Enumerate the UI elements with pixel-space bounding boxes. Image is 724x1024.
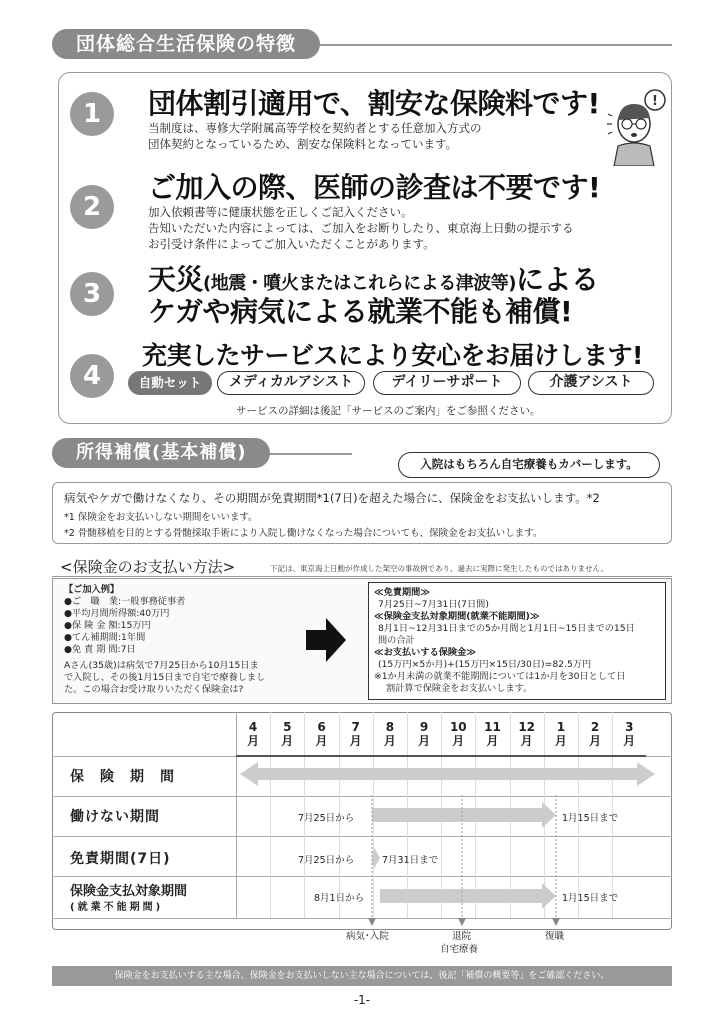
feature-4-number: 4 [70, 354, 114, 398]
footer-banner-text: 保険金をお支払いする主な場合、保険金をお支払いしない主な場合については、後記「補償の概要等」をご確認ください。 [114, 971, 610, 981]
insurance-period-bar [240, 762, 655, 786]
feature-3-title-line-2: ケガや病気による就業不能も補償! [148, 295, 573, 328]
feature-3-number: 3 [70, 272, 114, 316]
income-note-1: *1 保険金をお支払いしない期間をいいます。 [64, 512, 258, 523]
feature-2-number: 2 [70, 185, 114, 229]
feature-2-title: ご加入の際、医師の診査は不要です! [148, 171, 601, 204]
event-label-return-to-work: 復職 [545, 931, 565, 942]
timeline-month-label: 11 月 [484, 720, 501, 748]
row-label-deductible-period: 免責期間(7日) [70, 851, 171, 867]
event-marker-2 [458, 918, 466, 926]
timeline-month-label: 4 月 [247, 720, 260, 748]
deductible-end-note: 7月31日まで [382, 855, 439, 866]
service-medical-assist: メディカルアシスト [217, 371, 365, 395]
result-line-4: 8月1日~12月31日までの5か月間と1月1日~15日までの15日 [378, 623, 635, 634]
page-number: -1- [353, 993, 371, 1007]
result-line-9: 割計算で保険金をお支払いします。 [386, 683, 533, 694]
service-care-assist: 介護アシスト [528, 371, 654, 395]
timeline-month-label: 7 月 [349, 720, 362, 748]
payment-disclaimer: 下記は、東京海上日動が作成した架空の事故例であり、過去に実際に発生したものではありません。 [270, 564, 608, 573]
timeline-month-label: 2 月 [589, 720, 602, 748]
exclaim-bubble-text: ! [652, 94, 658, 109]
result-line-2: 7月25日~7月31日(7日間) [378, 599, 489, 610]
feature-3-title-a: 天災 [148, 263, 204, 296]
result-line-6: ≪お支払いする保険金≫ [374, 647, 476, 658]
result-line-1: ≪免責期間≫ [374, 587, 430, 598]
event-label-home-care: 自宅療養 [440, 944, 479, 955]
payment-period-bar [380, 883, 556, 909]
row-label-payment-period-sub: (就業不能期間) [70, 902, 164, 913]
example-title: 【ご加入例】 [64, 584, 120, 595]
deductible-start-note: 7月25日から [298, 855, 355, 866]
service-daily-support: デイリーサポート [373, 371, 521, 395]
auto-set-label: 自動セット [128, 371, 212, 395]
unable-to-work-bar [372, 802, 556, 828]
footer-banner [52, 966, 672, 986]
timeline-month-label: 3 月 [623, 720, 636, 748]
result-line-7: (15万円×5か月)+(15万円×15日/30日)=82.5万円 [378, 659, 592, 670]
feature-2-line-1: 加入依頼書等に健康状態を正しくご記入ください。 [148, 205, 413, 219]
row-label-unable-to-work: 働けない期間 [70, 809, 160, 825]
feature-1-title: 団体割引適用で、割安な保険料です! [148, 87, 600, 120]
feature-3-title-c: による [515, 263, 599, 296]
example-line-5: ●免 責 期 間:7日 [64, 644, 136, 655]
example-line-1: ●ご 職 業:一般事務従事者 [64, 596, 186, 607]
example-line-4: ●てん補期間:1年間 [64, 632, 146, 643]
event-marker-3 [552, 918, 560, 926]
feature-2-line-3: お引受け条件によってご加入いただくことがあります。 [148, 237, 435, 251]
timeline-month-label: 1 月 [554, 720, 567, 748]
result-line-3: ≪保険金支払対象期間(就業不能期間)≫ [374, 611, 540, 622]
unable-end-note: 1月15日まで [562, 813, 619, 824]
payment-end-note: 1月15日まで [562, 893, 619, 904]
feature-4-title: 充実したサービスにより安心をお届けします! [142, 341, 643, 370]
event-label-discharge: 退院 [452, 931, 472, 942]
payment-start-note: 8月1日から [314, 893, 365, 904]
story-line-1: Aさん(35歳)は病気で7月25日から10月15日ま [64, 660, 259, 671]
deductible-bar [372, 847, 380, 869]
timeline-month-label: 9 月 [418, 720, 431, 748]
income-main-text: 病気やケガで働けなくなり、その期間が免責期間*1(7日)を超えた場合に、保険金をお支払いします。*2 [64, 491, 600, 505]
timeline-month-label: 8 月 [383, 720, 396, 748]
section2-heading: 所得補償(基本補償) [52, 438, 270, 468]
result-line-5: 間の合計 [378, 635, 415, 646]
example-line-3: ●保 険 金 額:15万円 [64, 620, 151, 631]
timeline-month-label: 6 月 [315, 720, 328, 748]
feature-1-line-1: 当制度は、専修大学附属高等学校を契約者とする任意加入方式の [148, 121, 482, 135]
feature-2-line-2: 告知いただいた内容によっては、ご加入をお断りしたり、東京海上日動の提示する [148, 221, 574, 235]
feature-3-title-b: (地震・噴火またはこれらによる津波等) [203, 273, 516, 294]
example-line-2: ●平均月間所得額:40万円 [64, 608, 170, 619]
unable-start-note: 7月25日から [298, 813, 355, 824]
income-note-2: *2 骨髄移植を目的とする骨髄採取手術により入院し働けなくなった場合についても、保険金をお支払いします。 [64, 528, 543, 539]
story-line-3: た。この場合お受け取りいただく保険金は? [64, 684, 244, 695]
row-label-payment-period: 保険金支払対象期間 [70, 884, 188, 899]
result-line-8: ※1か月未満の就業不能期間については1か月を30日として日 [374, 671, 626, 682]
event-label-illness: 病気･入院 [346, 931, 389, 942]
section1-heading: 団体総合生活保険の特徴 [52, 29, 320, 59]
timeline-month-label: 10 月 [449, 720, 467, 748]
event-marker-1 [368, 918, 376, 926]
callout-text: 入院はもちろん自宅療養もカバーします。 [420, 457, 638, 471]
story-line-2: で入院し、その後1月15日まで自宅で療養しまし [64, 672, 266, 683]
payment-heading: <保険金のお支払い方法> [60, 558, 236, 576]
feature-1-line-2: 団体契約となっているため、割安な保険料となっています。 [148, 137, 458, 151]
feature-1-number: 1 [70, 92, 114, 136]
service-note: サービスの詳細は後記「サービスのご案内」をご参照ください。 [236, 405, 541, 417]
row-label-insurance-period: 保 険 期 間 [70, 769, 175, 785]
timeline-month-label: 12 月 [518, 720, 536, 748]
timeline-month-label: 5 月 [281, 720, 294, 748]
